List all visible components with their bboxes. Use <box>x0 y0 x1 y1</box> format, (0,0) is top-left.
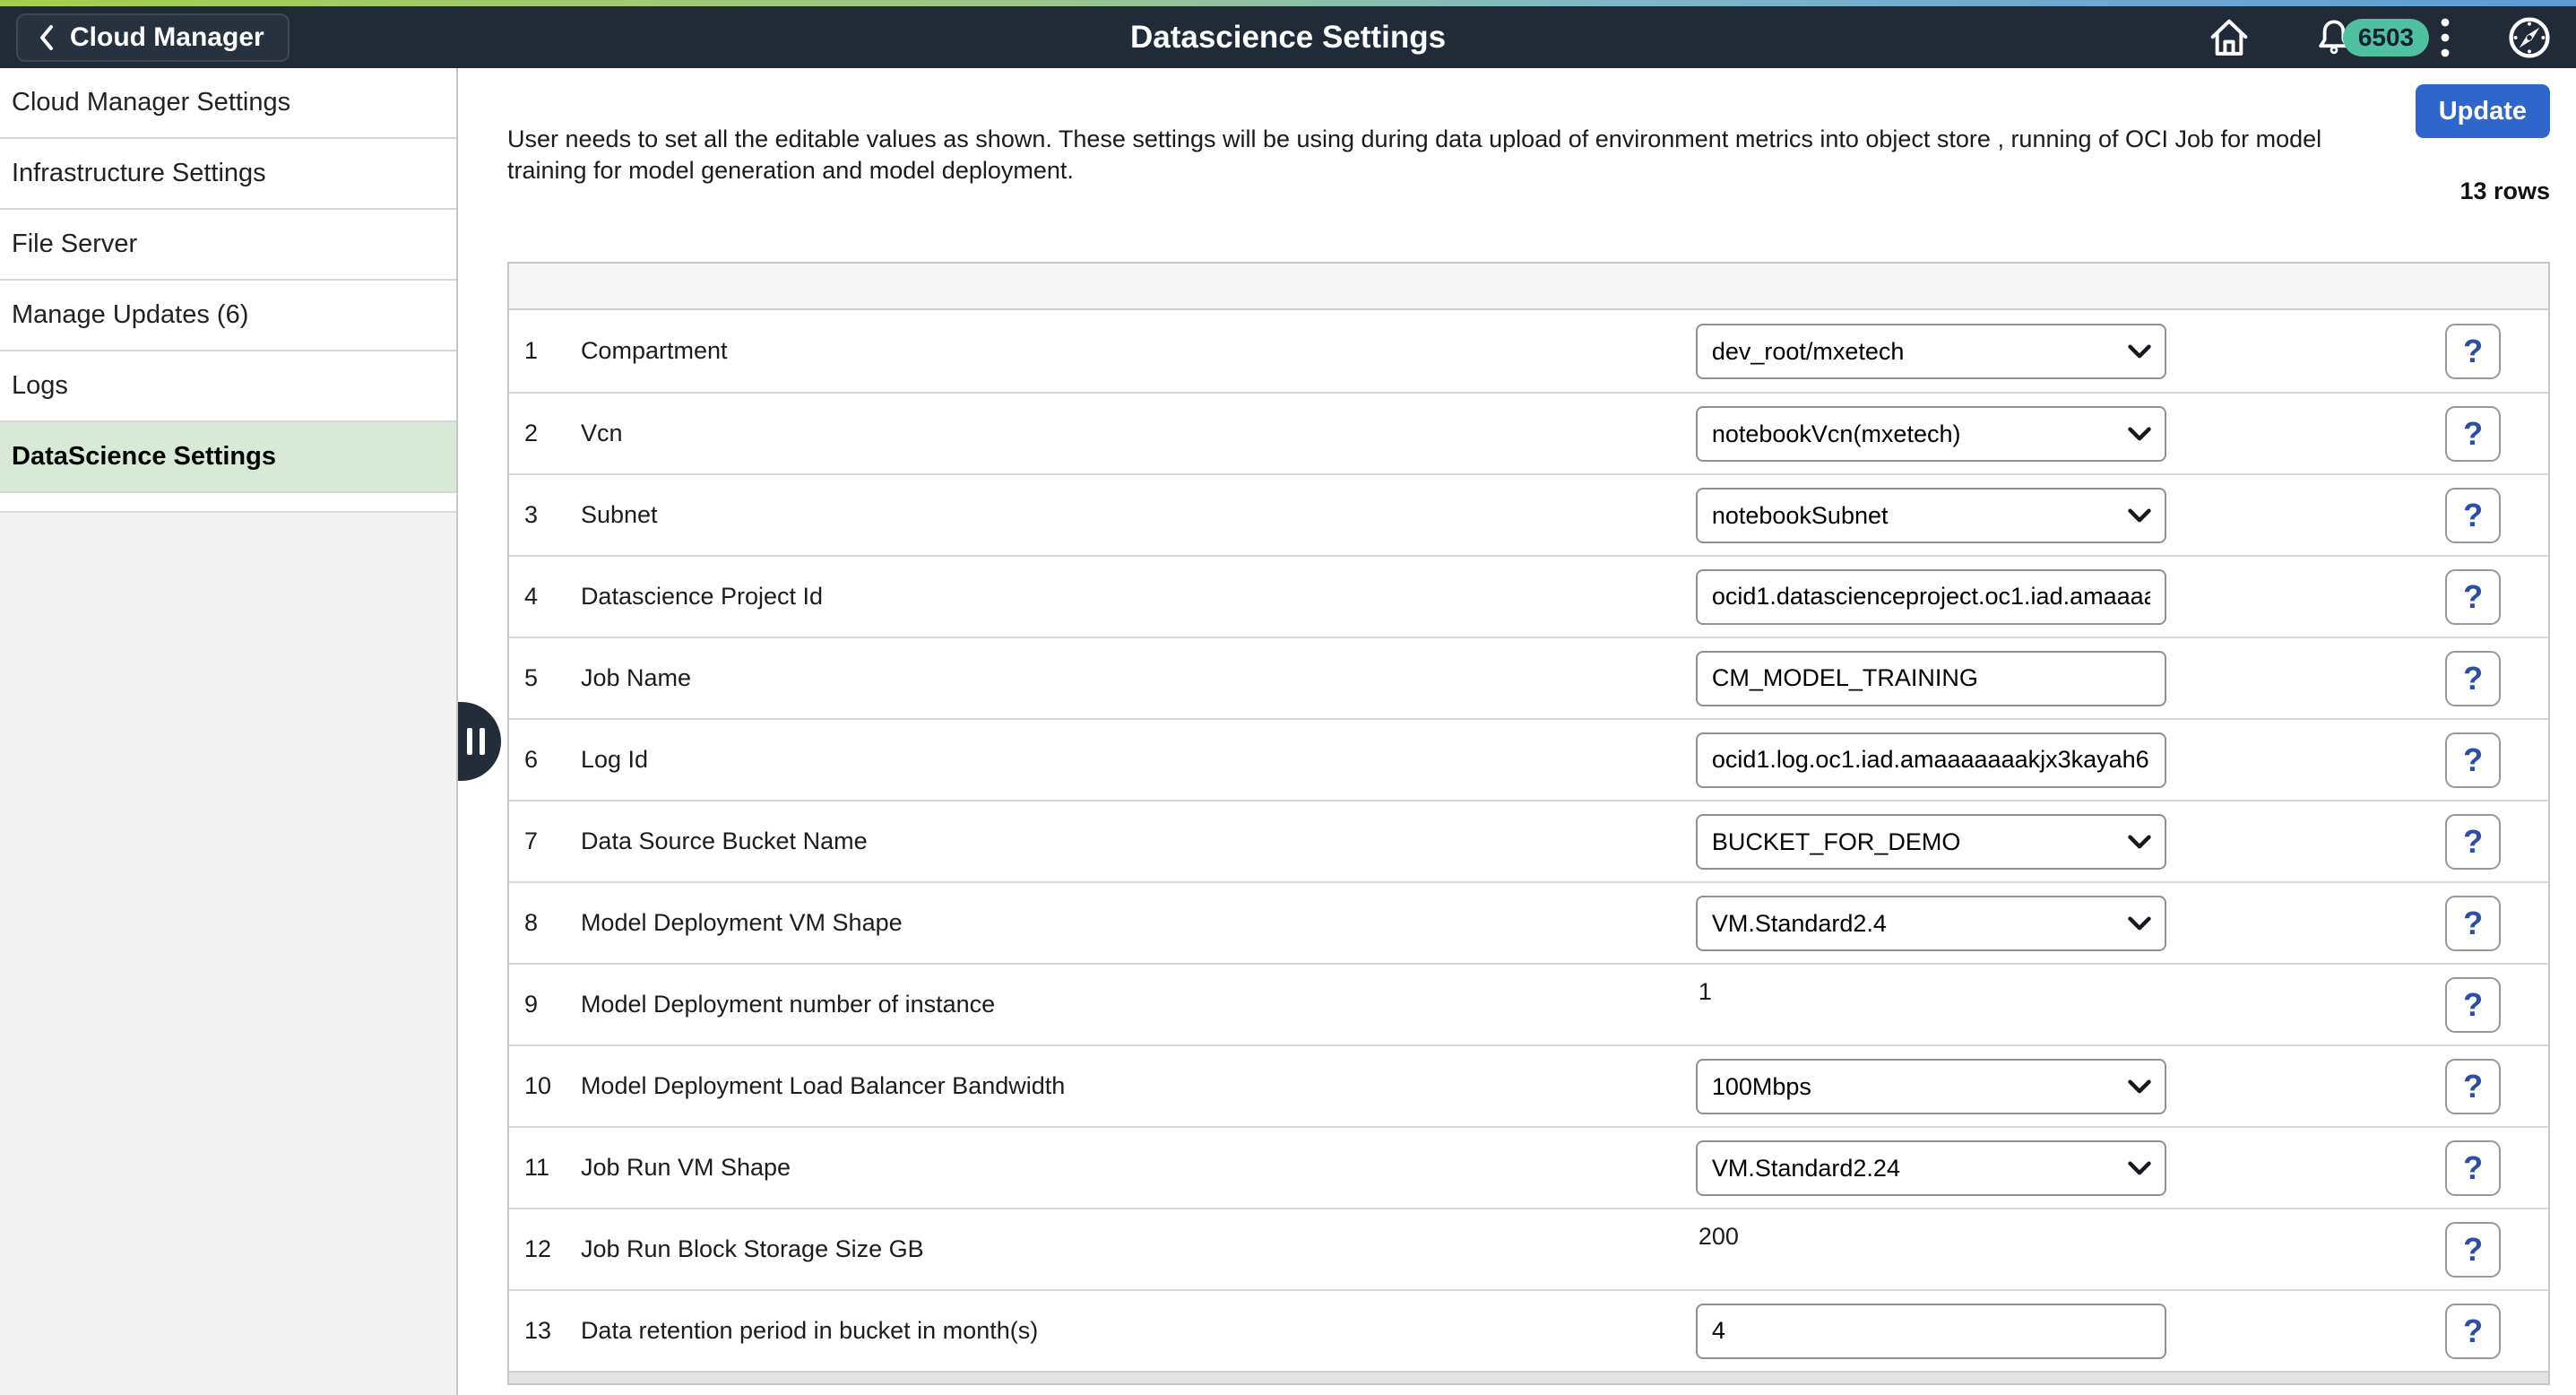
select-wrapper <box>1696 1059 2166 1114</box>
value-select-model-deployment-load-balancer-bandwidth[interactable] <box>1696 1059 2166 1114</box>
sidebar-item-datascience-settings[interactable] <box>0 422 456 493</box>
value-input-datascience-project-id[interactable] <box>1696 569 2166 625</box>
settings-row-model-deployment-vm-shape <box>509 881 2548 963</box>
settings-row-model-deployment-load-balancer-bandwidth <box>509 1044 2548 1126</box>
settings-row-data-source-bucket-name <box>509 800 2548 881</box>
value-input-data-retention-period-in-bucket-in-month-s[interactable] <box>1696 1304 2166 1359</box>
help-button[interactable]: ? <box>2445 406 2501 462</box>
sidebar-item-logs[interactable] <box>0 351 456 422</box>
row-count-label: 13 rows <box>2459 178 2550 204</box>
setting-label: Data retention period in bucket in month(s) <box>580 1317 1039 1344</box>
row-number: 4 <box>524 583 539 610</box>
setting-label: Vcn <box>580 420 623 446</box>
select-wrapper <box>1696 488 2166 543</box>
sidebar-item-cloud-manager-settings[interactable] <box>0 68 456 139</box>
setting-label: Compartment <box>580 337 728 364</box>
setting-label: Log Id <box>580 746 649 773</box>
row-number: 2 <box>524 420 539 446</box>
page-title: Datascience Settings <box>1129 19 1447 55</box>
help-cell <box>2398 488 2548 543</box>
help-cell <box>2398 896 2548 951</box>
setting-value-cell <box>1696 1140 2398 1196</box>
top-gradient-bar <box>0 0 2576 6</box>
sidebar-item-label: Manage Updates (6) <box>12 300 249 329</box>
value-select-data-source-bucket-name[interactable] <box>1696 814 2166 870</box>
help-cell <box>2398 569 2548 625</box>
notifications-button[interactable] <box>2312 16 2429 59</box>
setting-label: Model Deployment number of instance <box>580 991 996 1018</box>
value-input-job-name[interactable] <box>1696 651 2166 706</box>
settings-table <box>507 262 2550 1385</box>
help-button[interactable]: ? <box>2445 1140 2501 1196</box>
help-cell <box>2398 1059 2548 1114</box>
sidebar-empty-area <box>0 513 456 1395</box>
sidebar-item-label: DataScience Settings <box>12 442 276 471</box>
settings-row-log-id <box>509 718 2548 800</box>
help-button[interactable]: ? <box>2445 814 2501 870</box>
value-select-job-run-vm-shape[interactable] <box>1696 1140 2166 1196</box>
help-cell <box>2398 732 2548 788</box>
topbar-actions <box>2207 6 2553 68</box>
row-number: 12 <box>524 1235 552 1262</box>
notification-badge: 6503 <box>2343 19 2429 56</box>
setting-value-cell <box>1696 732 2398 788</box>
value-select-compartment[interactable] <box>1696 324 2166 379</box>
help-button[interactable]: ? <box>2445 977 2501 1033</box>
settings-row-datascience-project-id <box>509 555 2548 637</box>
setting-value-cell <box>1696 1059 2398 1114</box>
sidebar-item-label: Logs <box>12 371 68 400</box>
row-number: 11 <box>524 1154 550 1181</box>
sidebar-nav <box>0 68 456 493</box>
settings-row-model-deployment-number-of-instance <box>509 963 2548 1044</box>
sidebar-item-label: Cloud Manager Settings <box>12 88 291 117</box>
settings-row-job-run-block-storage-size-gb <box>509 1208 2548 1289</box>
setting-value-cell <box>1696 324 2398 379</box>
navbar-compass-button[interactable] <box>2506 14 2553 61</box>
help-cell <box>2398 977 2548 1033</box>
help-cell <box>2398 324 2548 379</box>
table-header-row <box>509 264 2548 310</box>
value-input-log-id[interactable] <box>1696 732 2166 788</box>
setting-label: Model Deployment Load Balancer Bandwidth <box>580 1072 1066 1099</box>
sidebar-item-file-server[interactable] <box>0 210 456 281</box>
row-number: 7 <box>524 827 539 854</box>
help-button[interactable]: ? <box>2445 732 2501 788</box>
setting-label: Datascience Project Id <box>580 583 824 610</box>
home-button[interactable] <box>2207 15 2252 60</box>
sidebar-item-label: Infrastructure Settings <box>12 159 266 187</box>
settings-row-job-name <box>509 637 2548 718</box>
settings-row-job-run-vm-shape <box>509 1126 2548 1208</box>
settings-row-vcn <box>509 392 2548 473</box>
setting-value-cell <box>1696 569 2398 625</box>
kebab-menu-icon <box>2440 15 2451 60</box>
sidebar <box>0 68 458 1395</box>
row-number: 8 <box>524 909 539 936</box>
setting-label: Data Source Bucket Name <box>580 827 868 854</box>
help-button[interactable]: ? <box>2445 1059 2501 1114</box>
value-select-subnet[interactable] <box>1696 488 2166 543</box>
row-number: 6 <box>524 746 539 773</box>
home-icon <box>2207 15 2252 60</box>
row-number: 5 <box>524 664 539 691</box>
value-text: 1 <box>1698 978 1712 1005</box>
setting-value-cell <box>1696 896 2398 951</box>
app-header <box>0 0 2576 68</box>
setting-value-cell <box>1696 1223 2398 1263</box>
kebab-menu-button[interactable] <box>2440 15 2451 60</box>
settings-row-compartment <box>509 310 2548 392</box>
row-number: 13 <box>524 1317 552 1344</box>
value-select-vcn[interactable] <box>1696 406 2166 462</box>
value-select-model-deployment-vm-shape[interactable] <box>1696 896 2166 951</box>
pause-icon <box>467 728 485 755</box>
sidebar-divider <box>0 493 456 513</box>
help-cell <box>2398 651 2548 706</box>
setting-label: Model Deployment VM Shape <box>580 909 903 936</box>
setting-value-cell <box>1696 978 2398 1018</box>
help-cell <box>2398 406 2548 462</box>
value-text: 200 <box>1698 1223 1739 1250</box>
row-number: 10 <box>524 1072 552 1099</box>
select-wrapper <box>1696 406 2166 462</box>
sidebar-item-infrastructure-settings[interactable] <box>0 139 456 210</box>
back-button[interactable] <box>16 13 290 62</box>
help-button[interactable]: ? <box>2445 569 2501 625</box>
help-cell <box>2398 1140 2548 1196</box>
setting-value-cell <box>1696 651 2398 706</box>
horizontal-scrollbar[interactable] <box>509 1371 2548 1383</box>
settings-rows <box>509 310 2548 1371</box>
row-number: 1 <box>524 337 539 364</box>
help-button[interactable]: ? <box>2445 1304 2501 1359</box>
navbar-compass-icon <box>2506 14 2553 61</box>
select-wrapper <box>1696 896 2166 951</box>
help-cell <box>2398 1222 2548 1278</box>
help-button[interactable]: ? <box>2445 324 2501 379</box>
update-button[interactable]: Update <box>2416 84 2550 138</box>
sidebar-item-label: File Server <box>12 230 138 258</box>
setting-label: Job Run VM Shape <box>580 1154 791 1181</box>
chevron-left-icon <box>36 22 57 53</box>
setting-value-cell <box>1696 814 2398 870</box>
topbar <box>0 6 2576 68</box>
help-button[interactable]: ? <box>2445 1222 2501 1278</box>
help-cell <box>2398 1304 2548 1359</box>
settings-row-subnet <box>509 473 2548 555</box>
sidebar-item-manage-updates-6[interactable] <box>0 281 456 351</box>
description-text: User needs to set all the editable values as shown. These settings will be using during data upload of environment metrics into object store , running of OCI Job for model training for model generation and model deployment. <box>507 126 2322 184</box>
select-wrapper <box>1696 814 2166 870</box>
setting-value-cell <box>1696 488 2398 543</box>
help-button[interactable]: ? <box>2445 896 2501 951</box>
help-cell <box>2398 814 2548 870</box>
setting-value-cell <box>1696 406 2398 462</box>
select-wrapper <box>1696 324 2166 379</box>
setting-label: Job Run Block Storage Size GB <box>580 1235 924 1262</box>
setting-label: Job Name <box>580 664 691 691</box>
settings-row-data-retention-period-in-bucket-in-month-s <box>509 1289 2548 1371</box>
help-button[interactable]: ? <box>2445 651 2501 706</box>
select-wrapper <box>1696 1140 2166 1196</box>
row-number: 3 <box>524 501 539 528</box>
main-content <box>460 68 2576 1395</box>
row-number: 9 <box>524 991 539 1018</box>
setting-value-cell <box>1696 1304 2398 1359</box>
setting-label: Subnet <box>580 501 658 528</box>
back-button-label: Cloud Manager <box>70 22 264 52</box>
help-button[interactable]: ? <box>2445 488 2501 543</box>
